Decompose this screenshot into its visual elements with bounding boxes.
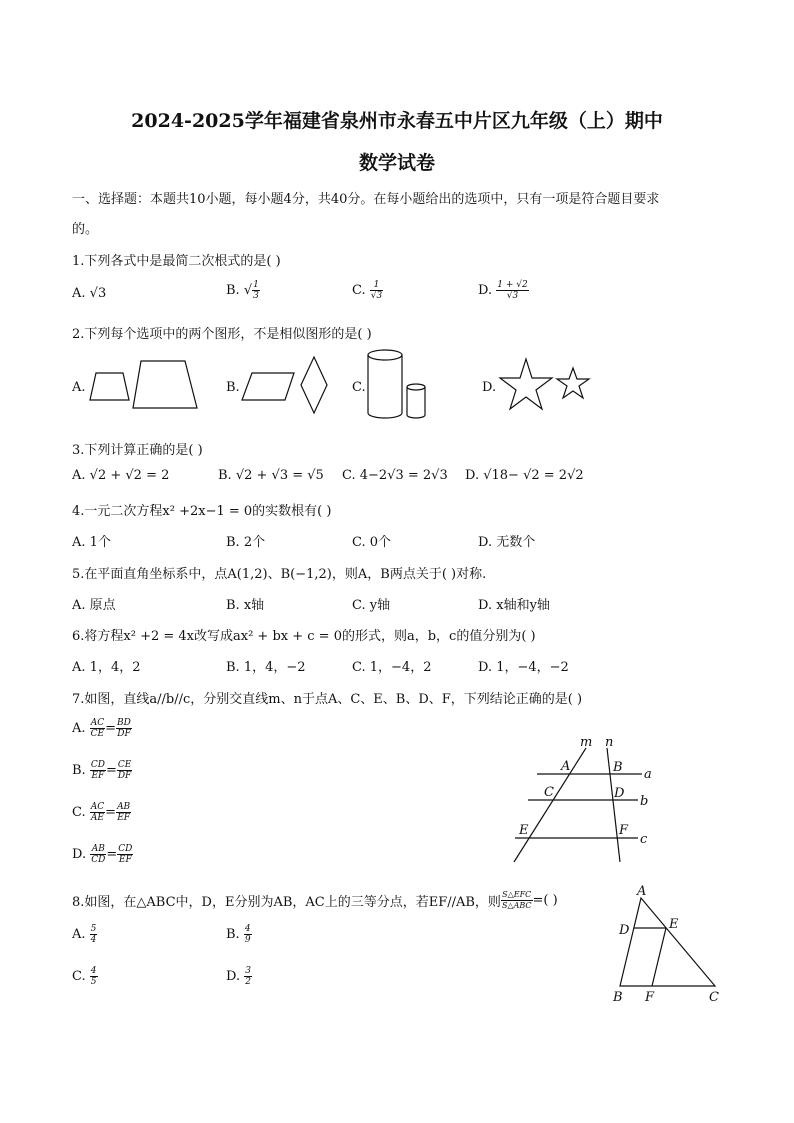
q8-option-d: D. $\frac{3}{2}$: [226, 966, 251, 987]
label-c: c: [640, 832, 648, 847]
q5-option-c: C. y轴: [352, 598, 391, 613]
question-2-stem: 2.下列每个选项中的两个图形，不是相似图形的是( ): [72, 327, 372, 342]
q2-option-b-label: B.: [226, 380, 240, 395]
section-header-cont: 的。: [72, 222, 99, 237]
label-A: A: [637, 884, 647, 899]
q6-option-c: C. 1，−4，2: [352, 660, 432, 675]
q6-option-b: B. 1，4，−2: [226, 660, 306, 675]
label-m: m: [580, 735, 593, 750]
q1-option-a: A. √3: [72, 286, 107, 301]
page-subtitle: 数学试卷: [358, 152, 435, 174]
q8-option-a: A. $\frac{5}{4}$: [72, 924, 97, 945]
label-F: F: [619, 823, 629, 838]
page-title: 2024-2025学年福建省泉州市永春五中片区九年级（上）期中: [131, 110, 663, 132]
label-b: b: [640, 794, 649, 809]
segment-ef: [652, 928, 666, 986]
question-4-stem: 4.一元二次方程x² +2x−1 = 0的实数根有( ): [72, 504, 332, 519]
label-D: D: [614, 786, 625, 801]
label-n: n: [605, 735, 614, 750]
label-E: E: [519, 823, 529, 838]
q5-option-b: B. x轴: [226, 598, 265, 613]
q7-option-a: A. $\frac{AC}{CE}$ = $\frac{BD}{DF}$: [72, 718, 131, 739]
q3-option-b: B. √2 + √3 = √5: [218, 468, 324, 483]
q3-option-c: C. 4−2√3 = 2√3: [342, 468, 448, 483]
label-D: D: [619, 923, 630, 938]
q4-option-d: D. 无数个: [478, 535, 536, 550]
q8-option-b: B. $\frac{4}{9}$: [226, 924, 251, 945]
q2-option-d-label: D.: [482, 380, 497, 395]
q6-option-a: A. 1，4，2: [72, 660, 141, 675]
q5-option-d: D. x轴和y轴: [478, 598, 550, 613]
q2-option-c-label: C.: [352, 380, 366, 395]
q1-option-c: C. $\frac{1}{√3}$: [352, 280, 383, 301]
q4-option-b: B. 2个: [226, 535, 266, 550]
q3-option-a: A. √2 + √2 = 2: [72, 468, 170, 483]
q7-option-d: D. $\frac{AB}{CD}$ = $\frac{CD}{EF}$: [72, 844, 133, 865]
question-1-stem: 1.下列各式中是最简二次根式的是( ): [72, 254, 281, 269]
q5-option-a: A. 原点: [72, 598, 116, 613]
question-7-stem: 7.如图，直线a//b//c，分别交直线m、n于点A、C、E、B、D、F，下列结论正确的是( ): [72, 692, 583, 707]
question-5-stem: 5.在平面直角坐标系中，点A(1,2)、B(−1,2)，则A，B两点关于( )对称.: [72, 567, 487, 582]
label-E: E: [669, 917, 679, 932]
question-6-stem: 6.将方程x² +2 = 4x改写成ax² + bx + c = 0的形式，则a，b，c的值分别为( ): [72, 629, 536, 644]
q4-option-a: A. 1个: [72, 535, 111, 550]
q1-option-b: B. √ $\frac{1}{3}$: [226, 280, 259, 301]
q7-option-b: B. $\frac{CD}{EF}$ = $\frac{CE}{DF}$: [72, 760, 132, 781]
q6-option-d: D. 1，−4，−2: [478, 660, 569, 675]
q4-option-c: C. 0个: [352, 535, 392, 550]
q3-option-d: D. √18− √2 = 2√2: [465, 468, 584, 483]
label-F: F: [645, 990, 655, 1005]
q7-option-c: C. $\frac{AC}{AE}$ = $\frac{AB}{EF}$: [72, 802, 131, 823]
label-C: C: [544, 785, 554, 800]
q1-option-d: D. $\frac{1 + √2}{√3}$: [478, 280, 528, 301]
label-B: B: [613, 990, 623, 1005]
q8-option-c: C. $\frac{4}{5}$: [72, 966, 97, 987]
question-3-stem: 3.下列计算正确的是( ): [72, 443, 203, 458]
section-header: 一、选择题：本题共10小题，每小题4分，共40分。在每小题给出的选项中，只有一项是符合题目要求: [72, 192, 660, 207]
label-C: C: [709, 990, 719, 1005]
question-8-stem: 8.如图，在△ABC中，D，E分别为AB，AC上的三等分点，若EF//AB，则 $\frac{\text{S△EFC}}{\text{S△ABC}}$ =( ): [72, 890, 558, 910]
label-a: a: [644, 767, 652, 782]
label-A: A: [561, 759, 571, 774]
q2-option-a-label: A.: [72, 380, 86, 395]
triangle-abc: [620, 898, 715, 986]
label-B: B: [613, 760, 623, 775]
